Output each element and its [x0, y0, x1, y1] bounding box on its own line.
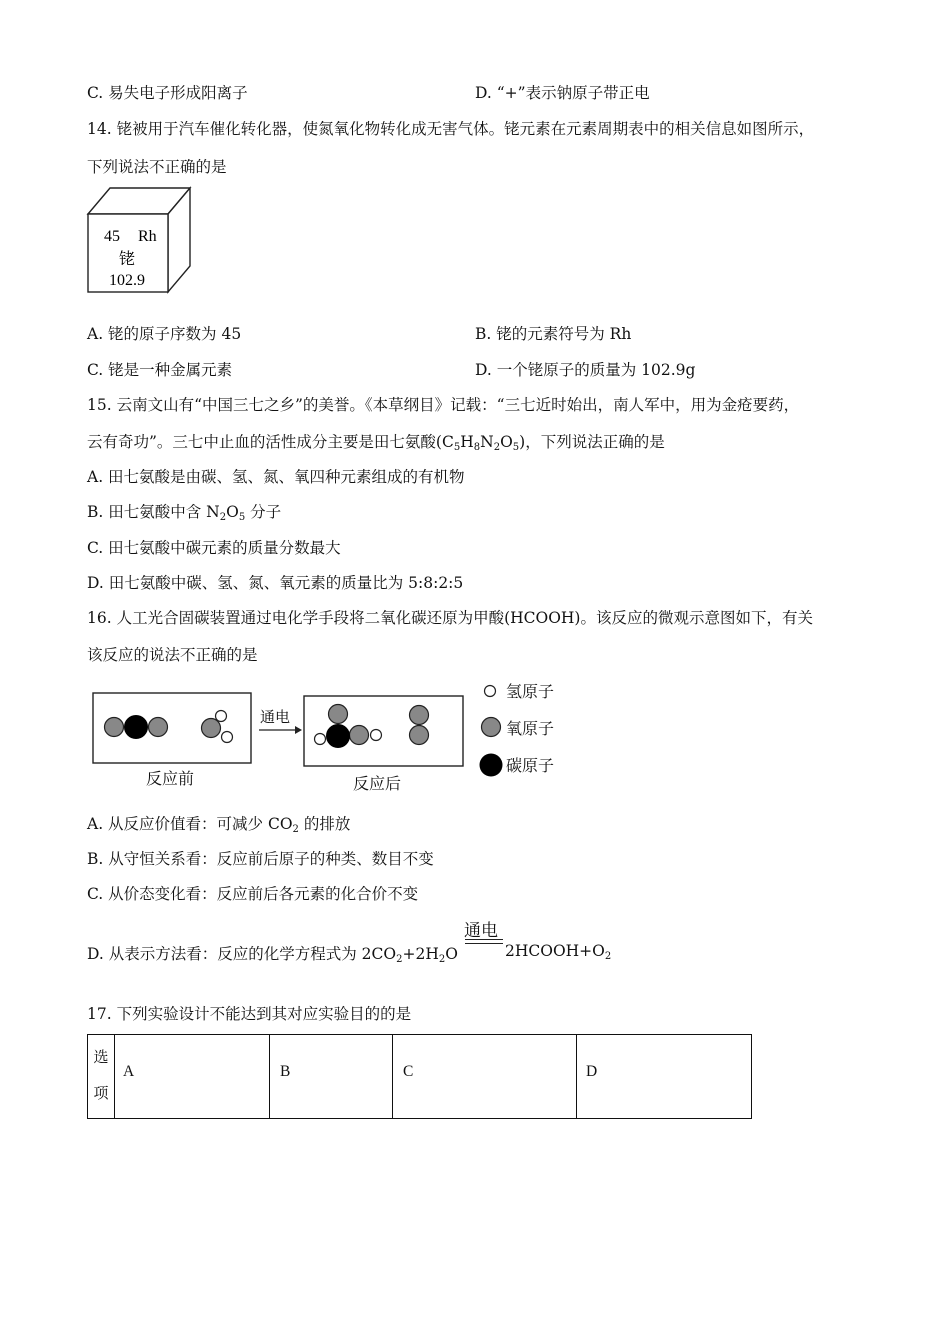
q16-option-d: D. 从表示方法看：反应的化学方程式为 $2CO_2+2H_2O$	[87, 945, 458, 965]
legend-oxygen-marker	[482, 718, 501, 737]
q14-option-b: B. 铑的元素符号为 Rh	[475, 325, 632, 343]
cell-name: 铑	[119, 249, 136, 268]
legend-carbon-marker	[480, 754, 503, 777]
table-col-c: C	[393, 1035, 577, 1119]
q15-option-b: B. 田七氨酸中含 $N_2O_5$ 分子	[87, 503, 282, 523]
legend-oxygen: 氧原子	[506, 719, 555, 738]
q14-stem-line1: 14. 铑被用于汽车催化转化器，使氮氧化物转化成无害气体。铑元素在元素周期表中的相关信息如图所示，	[87, 120, 815, 138]
q14-option-d: D. 一个铑原子的质量为 102.9g	[475, 361, 696, 379]
q15-option-a: A. 田七氨酸是由碳、氢、氮、氧四种元素组成的有机物	[87, 468, 465, 486]
q13-option-c: C. 易失电子形成阳离子	[87, 84, 248, 102]
legend-carbon: 碳原子	[506, 756, 555, 775]
legend-hydrogen: 氢原子	[506, 682, 555, 701]
after-label: 反应后	[353, 774, 402, 793]
legend-hydrogen-marker	[485, 686, 496, 697]
before-label: 反应前	[146, 769, 195, 788]
q17-stem: 17. 下列实验设计不能达到其对应实验目的的是	[87, 1005, 412, 1023]
q13-option-d: D. “+”表示钠原子带正电	[475, 84, 650, 102]
table-col-d: D	[577, 1035, 752, 1119]
cell-mass: 102.9	[109, 272, 145, 289]
q15-stem-line2: 云有奇功”。三七中止血的活性成分主要是田七氨酸$(C_5H_8N_2O_5)$，下列说法正确的是	[87, 433, 665, 453]
arrow-label: 通电	[260, 708, 291, 726]
q14-option-a: A. 铑的原子序数为 45	[87, 325, 242, 343]
q14-option-c: C. 铑是一种金属元素	[87, 361, 233, 379]
table-col-a: A	[115, 1035, 270, 1119]
reaction-micro-diagram	[88, 680, 568, 795]
table-header-label: 选 项	[88, 1035, 115, 1119]
q16-stem-line1: 16. 人工光合固碳装置通过电化学手段将二氧化碳还原为甲酸(HCOOH)。该反应的微观示意图如下，有关	[87, 609, 813, 627]
q16-option-b: B. 从守恒关系看：反应前后原子的种类、数目不变	[87, 850, 434, 868]
cell-symbol: Rh	[138, 228, 157, 245]
equation-line-bottom	[465, 943, 503, 944]
q14-stem-line2: 下列说法不正确的是	[87, 158, 227, 176]
equation-condition: 通电	[464, 921, 498, 941]
element-cell-rh	[86, 186, 196, 294]
q16-option-a: A. 从反应价值看：可减少 $CO_2$ 的排放	[87, 815, 351, 835]
equation-products: $2HCOOH+O_2$	[505, 942, 612, 962]
equation-line-top	[465, 939, 503, 940]
table-col-b: B	[270, 1035, 393, 1119]
q16-stem-line2: 该反应的说法不正确的是	[87, 646, 258, 664]
q15-stem-line1: 15. 云南文山有“中国三七之乡”的美誉。《本草纲目》记载：“三七近时始出，南人军中，用为金疮要药，	[87, 396, 800, 414]
q15-option-d: D. 田七氨酸中碳、氢、氮、氧元素的质量比为 5:8:2:5	[87, 574, 464, 592]
q16-option-c: C. 从价态变化看：反应前后各元素的化合价不变	[87, 885, 419, 903]
q17-options-table	[87, 1034, 752, 1119]
q15-option-c: C. 田七氨酸中碳元素的质量分数最大	[87, 539, 341, 557]
cell-atomic-number: 45	[104, 228, 120, 245]
